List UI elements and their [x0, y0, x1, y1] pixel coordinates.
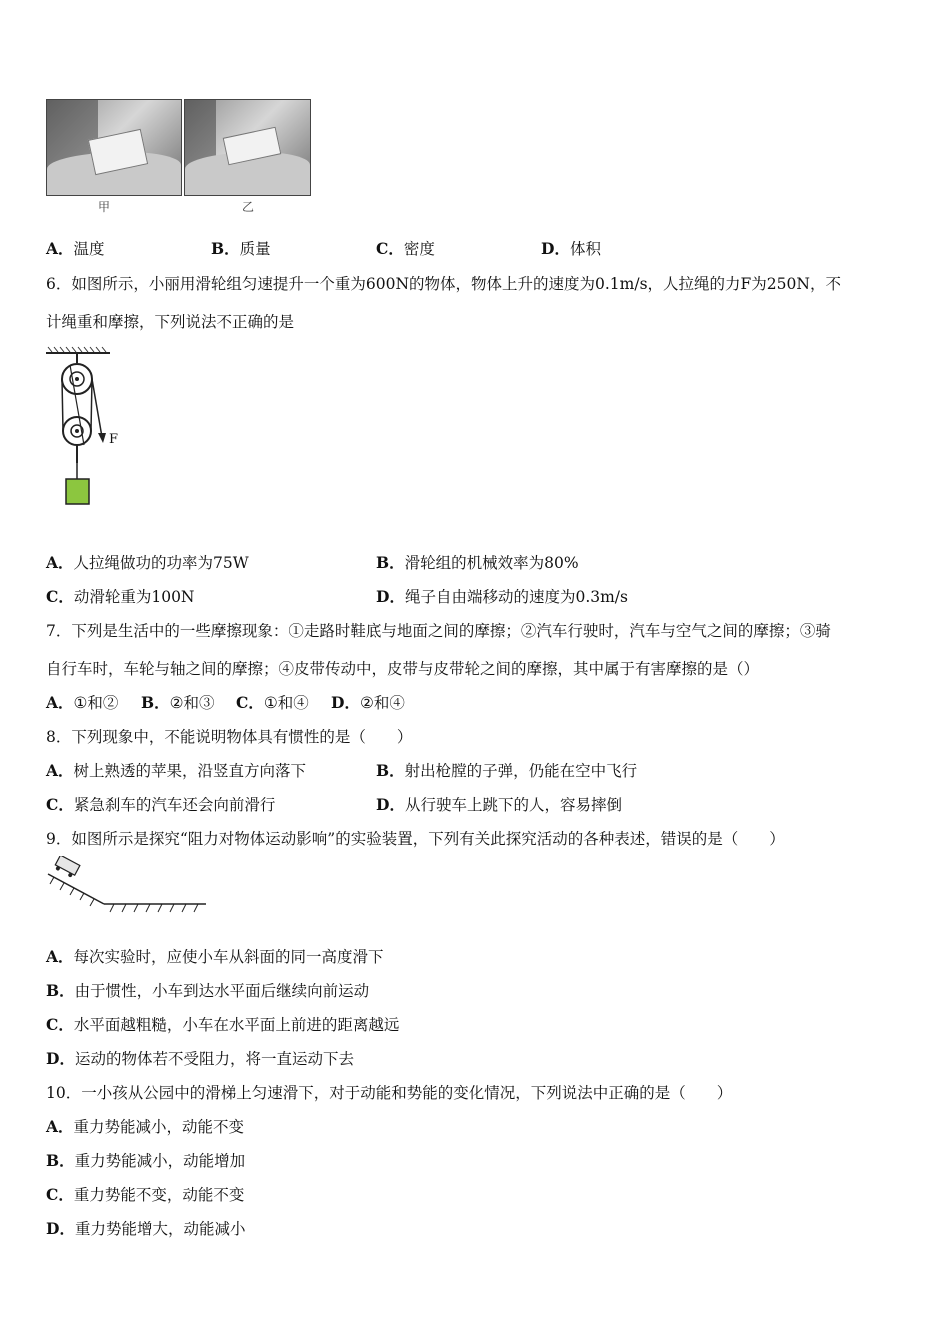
q5-option-b[interactable]: B．质量	[211, 239, 271, 258]
q6-option-d[interactable]: D．绳子自由端移动的速度为0.3m/s	[376, 587, 628, 606]
q9-option-d[interactable]: D．运动的物体若不受阻力，将一直运动下去	[46, 1049, 354, 1068]
q8-stem: 8．下列现象中，不能说明物体具有惯性的是（ ）	[46, 728, 413, 746]
q9-option-c[interactable]: C．水平面越粗糙，小车在水平面上前进的距离越远	[46, 1015, 400, 1034]
q7-option-b[interactable]: B．②和③	[141, 693, 215, 712]
pulley-diagram	[40, 345, 130, 510]
q8-option-b[interactable]: B．射出枪膛的子弹，仍能在空中飞行	[376, 761, 638, 780]
photo-caption-yi: 乙	[242, 200, 255, 214]
q9-option-b[interactable]: B．由于惯性，小车到达水平面后继续向前运动	[46, 981, 370, 1000]
q9-option-a[interactable]: A．每次实验时，应使小车从斜面的同一高度滑下	[46, 947, 384, 966]
q7-option-d[interactable]: D．②和④	[331, 693, 405, 712]
q7-option-a[interactable]: A．①和②	[46, 693, 119, 712]
q6-option-c[interactable]: C．动滑轮重为100N	[46, 587, 195, 606]
photo-yi	[184, 99, 311, 196]
q6-option-a[interactable]: A．人拉绳做功的功率为75W	[46, 553, 249, 572]
q8-option-c[interactable]: C．紧急刹车的汽车还会向前滑行	[46, 795, 276, 814]
photo-caption-jia: 甲	[98, 200, 111, 214]
q10-option-d[interactable]: D．重力势能增大，动能减小	[46, 1219, 246, 1238]
q6-option-b[interactable]: B．滑轮组的机械效率为80%	[376, 553, 579, 572]
q7-option-c[interactable]: C．①和④	[236, 693, 309, 712]
q10-option-c[interactable]: C．重力势能不变，动能不变	[46, 1185, 245, 1204]
q10-option-a[interactable]: A．重力势能减小，动能不变	[46, 1117, 245, 1136]
q9-stem: 9．如图所示是探究“阻力对物体运动影响”的实验装置，下列有关此探究活动的各种表述，错误的是（ ）	[46, 830, 785, 848]
q7-stem-line1: 7．下列是生活中的一些摩擦现象：①走路时鞋底与地面之间的摩擦；②汽车行驶时，汽车与空气之间的摩擦；③骑	[46, 622, 831, 640]
q8-option-a[interactable]: A．树上熟透的苹果，沿竖直方向落下	[46, 761, 307, 780]
q5-option-a[interactable]: A．温度	[46, 239, 105, 258]
q10-stem: 10．一小孩从公园中的滑梯上匀速滑下，对于动能和势能的变化情况，下列说法中正确的是（ ）	[46, 1084, 733, 1102]
incline-diagram	[44, 856, 209, 918]
q8-option-d[interactable]: D．从行驶车上跳下的人，容易摔倒	[376, 795, 622, 814]
q10-option-b[interactable]: B．重力势能减小，动能增加	[46, 1151, 246, 1170]
q7-stem-line2: 自行车时，车轮与轴之间的摩擦；④皮带传动中，皮带与皮带轮之间的摩擦，其中属于有害摩擦的是（）	[46, 660, 760, 678]
q5-option-d[interactable]: D．体积	[541, 239, 601, 258]
photo-jia	[46, 99, 182, 196]
q6-stem-line2: 计绳重和摩擦，下列说法不正确的是	[46, 313, 295, 331]
force-label-f: F	[109, 432, 119, 447]
q6-stem-line1: 6．如图所示，小丽用滑轮组匀速提升一个重为600N的物体，物体上升的速度为0.1m/s，人拉绳的力F为250N，不	[46, 275, 841, 293]
q5-option-c[interactable]: C．密度	[376, 239, 435, 258]
